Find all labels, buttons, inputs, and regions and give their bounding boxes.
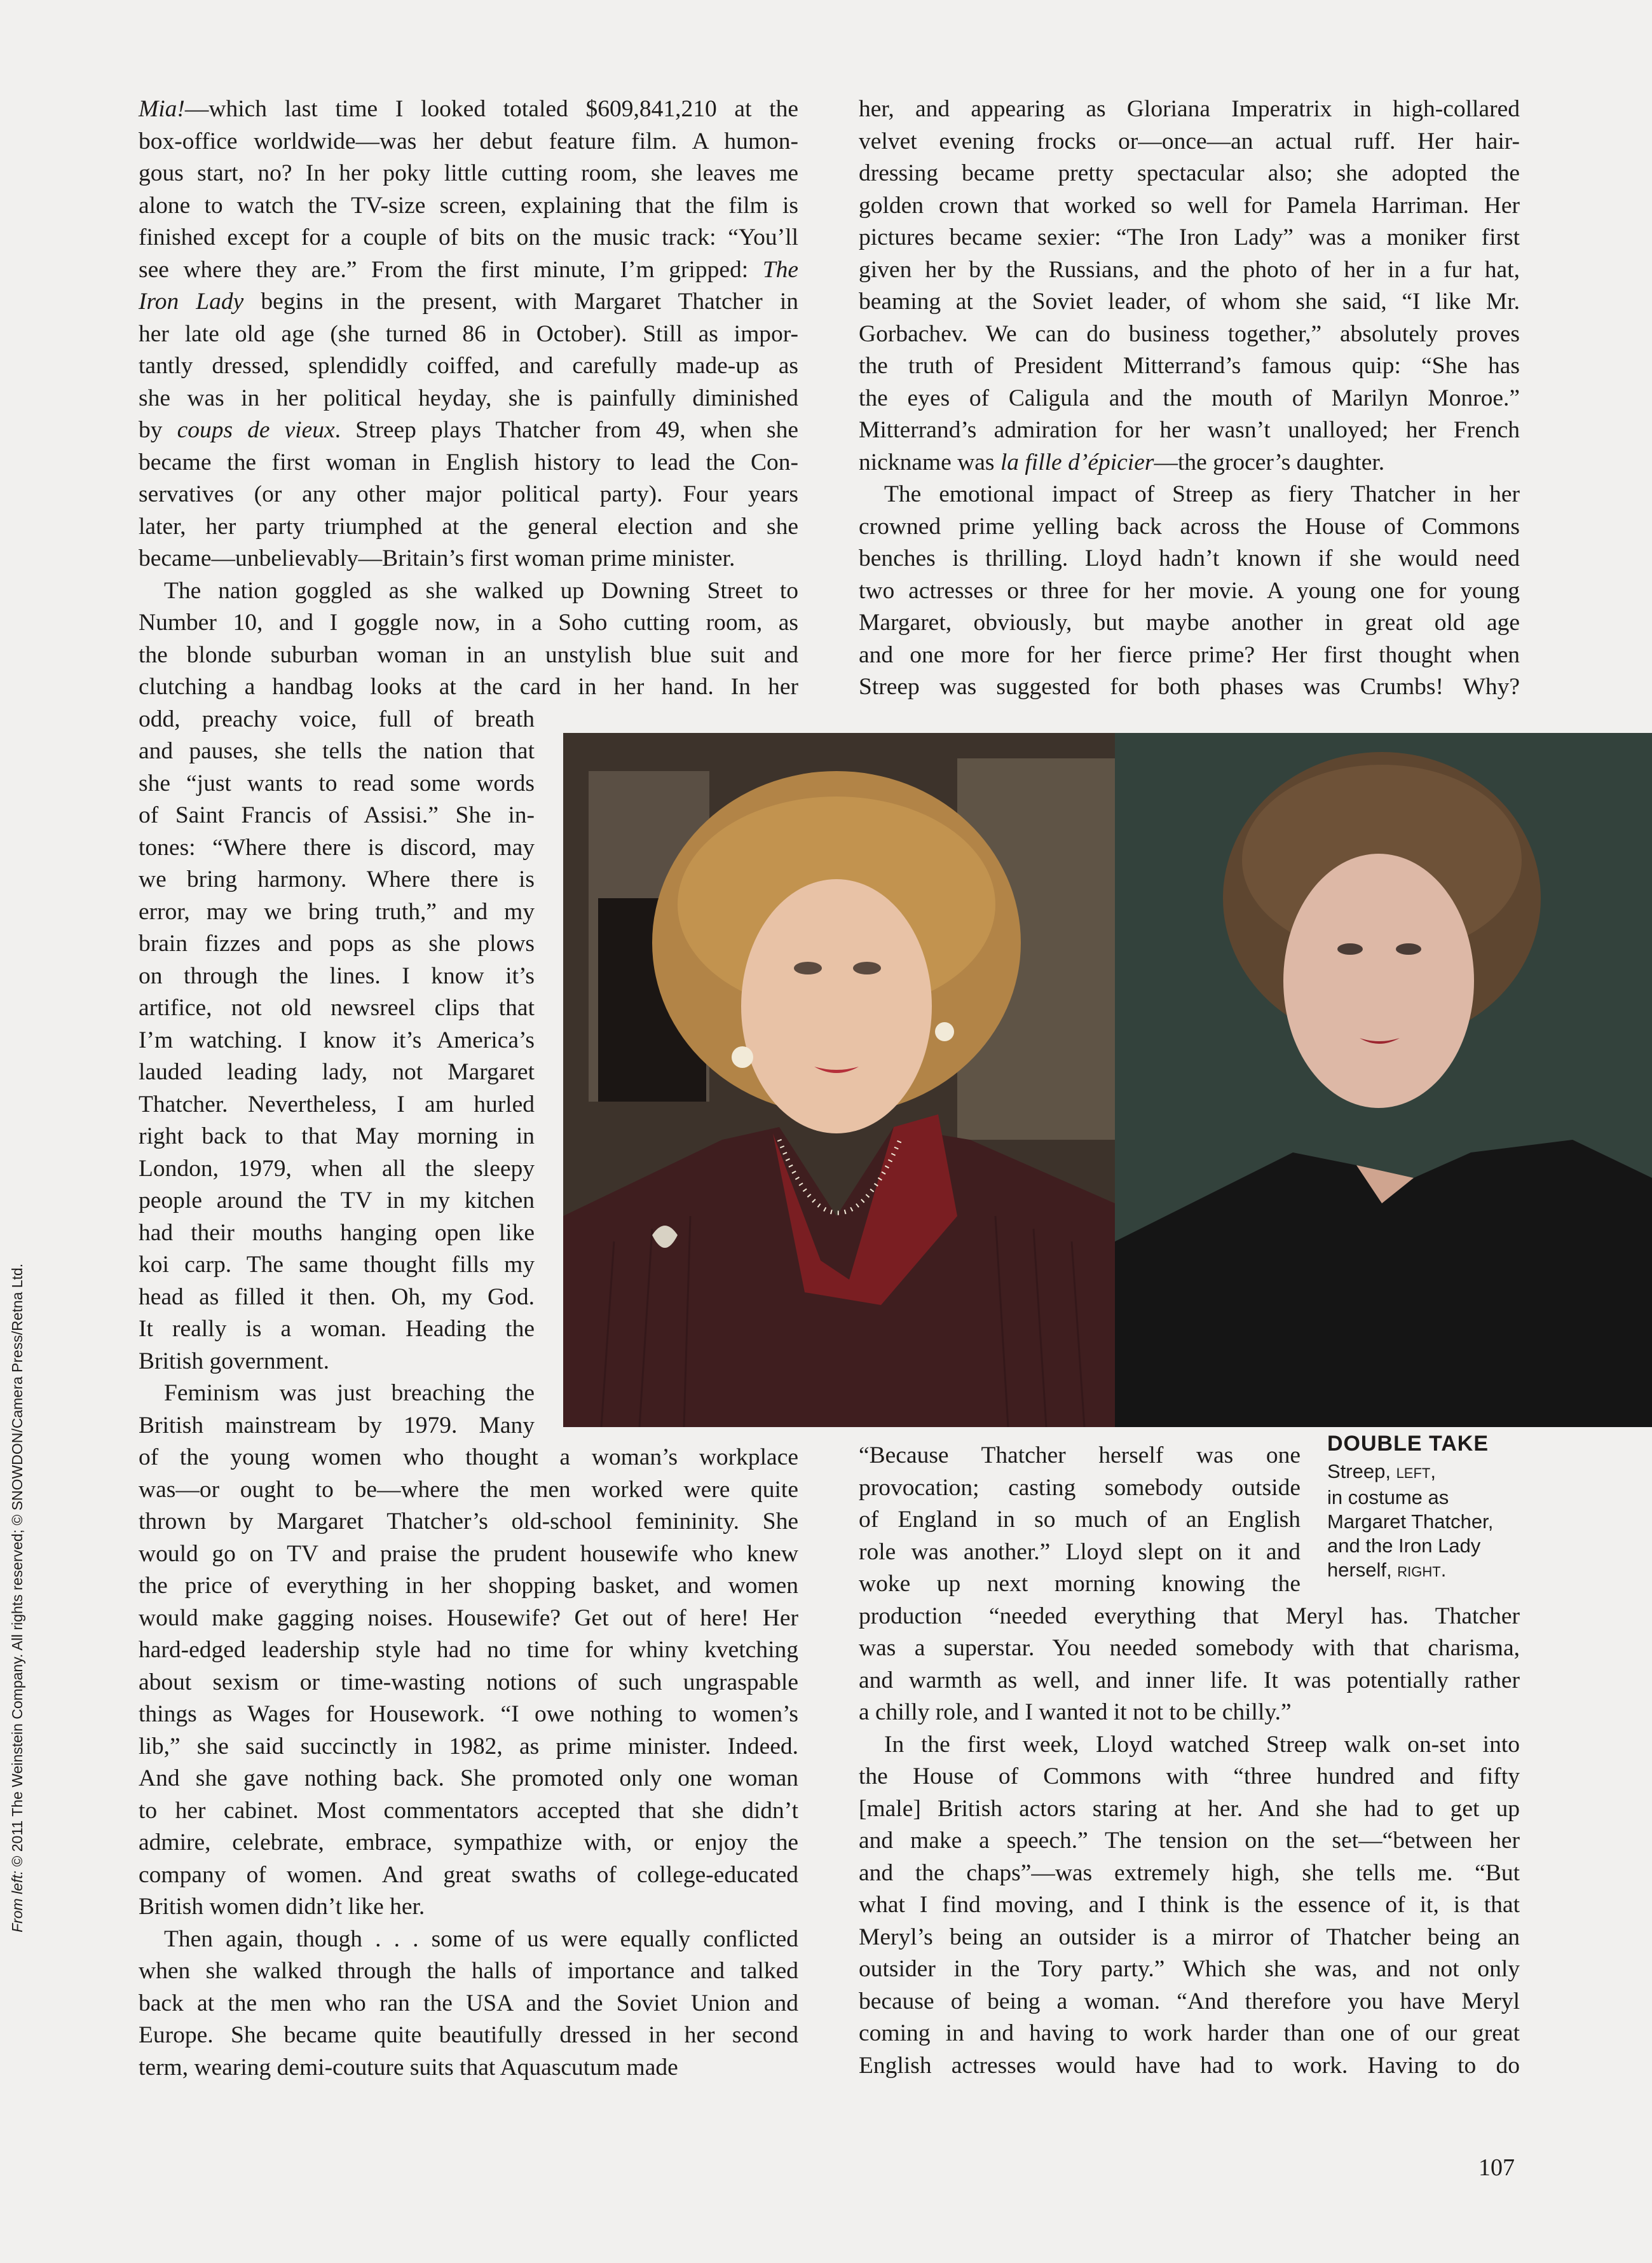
right-column-bottom-line: Meryl’s being an outsider is a mirror of Thatcher being an bbox=[859, 1924, 1520, 1950]
left-column-line: see where they are.” From the first minute, I’m gripped: The bbox=[139, 256, 798, 283]
left-column-line: alone to watch the TV-size screen, explaining that the film is bbox=[139, 192, 798, 219]
photo-streep-as-thatcher bbox=[563, 733, 1115, 1427]
left-column-line: koi carp. The same thought fills my bbox=[139, 1252, 535, 1278]
right-column-bottom-line: role was another.” Lloyd slept on it and bbox=[859, 1538, 1300, 1565]
right-column-top-line: velvet evening frocks or—once—an actual ruff. Her hair- bbox=[859, 128, 1520, 154]
left-column-line: I’m watching. I know it’s America’s bbox=[139, 1027, 535, 1053]
left-column-line: was—or ought to be—where the men worked were quite bbox=[139, 1476, 798, 1503]
left-column-line: hard-edged leadership style had no time for whiny kvetching bbox=[139, 1637, 798, 1663]
right-column-bottom-line: of England in so much of an English bbox=[859, 1507, 1300, 1533]
right-column-bottom-line: production “needed everything that Meryl has. Thatcher bbox=[859, 1603, 1520, 1629]
right-column-bottom-line: and warmth as well, and inner life. It was potentially rather bbox=[859, 1667, 1520, 1693]
right-text-column-top bbox=[859, 93, 1520, 704]
left-column-line: back at the men who ran the USA and the Soviet Union and bbox=[139, 1990, 798, 2016]
right-column-top-line: pictures became sexier: “The Iron Lady” was a moniker first bbox=[859, 224, 1520, 250]
left-column-line: became—unbelievably—Britain’s first woman prime minister. bbox=[139, 545, 735, 571]
left-column-line: we bring harmony. Where there is bbox=[139, 866, 535, 892]
right-column-bottom-line: [male] British actors staring at her. And she had to get up bbox=[859, 1795, 1520, 1822]
streep-portrait-illustration bbox=[563, 733, 1115, 1427]
left-column-line: lib,” she said succinctly in 1982, as prime minister. Indeed. bbox=[139, 1733, 798, 1760]
left-column-line: right back to that May morning in bbox=[139, 1123, 535, 1149]
left-column-line: to her cabinet. Most commentators accepted that she didn’t bbox=[139, 1797, 798, 1824]
right-column-bottom-line: because of being a woman. “And therefore you have Meryl bbox=[859, 1988, 1520, 2014]
left-column-line: gous start, no? In her poky little cutting room, she leaves me bbox=[139, 160, 798, 186]
right-column-top-line: and one more for her fierce prime? Her first thought when bbox=[859, 641, 1520, 668]
right-column-bottom-line: the House of Commons with “three hundred and fifty bbox=[859, 1763, 1520, 1789]
left-column-line: thrown by Margaret Thatcher’s old-school femininity. She bbox=[139, 1508, 798, 1535]
caption-line-2: in costume as bbox=[1327, 1486, 1449, 1508]
right-column-top-line: dressing became pretty spectacular also; she adopted the bbox=[859, 160, 1520, 186]
left-column-line: London, 1979, when all the sleepy bbox=[139, 1155, 535, 1182]
left-column-line: It really is a woman. Heading the bbox=[139, 1316, 535, 1342]
left-column-line: of the young women who thought a woman’s workplace bbox=[139, 1444, 798, 1470]
left-column-line: Iron Lady begins in the present, with Margaret Thatcher in bbox=[139, 289, 798, 315]
left-column-line: artifice, not old newsreel clips that bbox=[139, 995, 535, 1021]
right-column-top-line: Gorbachev. We can do business together,” absolutely proves bbox=[859, 320, 1520, 347]
left-column-line: her late old age (she turned 86 in October). Still as impor- bbox=[139, 320, 798, 347]
right-column-top-line: crowned prime yelling back across the House of Commons bbox=[859, 513, 1520, 540]
right-column-top-line: the eyes of Caligula and the mouth of Marilyn Monroe.” bbox=[859, 385, 1520, 411]
right-column-top-line: Mitterrand’s admiration for her wasn’t unalloyed; her French bbox=[859, 417, 1520, 443]
right-column-bottom-line: woke up next morning knowing the bbox=[859, 1571, 1300, 1597]
left-column-line: admire, celebrate, embrace, sympathize with, or enjoy the bbox=[139, 1829, 798, 1856]
left-column-line: she “just wants to read some words bbox=[139, 770, 535, 796]
left-column-line: box-office worldwide—was her debut feature film. A humon- bbox=[139, 128, 798, 154]
left-column-line: later, her party triumphed at the general election and she bbox=[139, 513, 798, 540]
left-column-line: British women didn’t like her. bbox=[139, 1894, 425, 1920]
left-column-line: when she walked through the halls of importance and talked bbox=[139, 1958, 798, 1984]
left-column-line: brain fizzes and pops as she plows bbox=[139, 931, 535, 957]
right-column-bottom-line: “Because Thatcher herself was one bbox=[859, 1442, 1300, 1468]
right-column-top-line: beaming at the Soviet leader, of whom she said, “I like Mr. bbox=[859, 289, 1520, 315]
left-column-line: Number 10, and I goggle now, in a Soho cutting room, as bbox=[139, 610, 798, 636]
right-column-bottom-line: what I find moving, and I think is the essence of it, is that bbox=[859, 1892, 1520, 1918]
photo-margaret-thatcher bbox=[1115, 733, 1652, 1427]
left-column-line: clutching a handbag looks at the card in her hand. In her bbox=[139, 674, 798, 700]
photo-caption bbox=[1327, 1432, 1607, 1584]
right-column-top-line: golden crown that worked so well for Pamela Harriman. Her bbox=[859, 192, 1520, 219]
right-column-bottom-line: provocation; casting somebody outside bbox=[859, 1474, 1300, 1501]
right-column-bottom-line: English actresses would have had to work. Having to do bbox=[859, 2052, 1520, 2079]
right-column-bottom-line: was a superstar. You needed somebody with that charisma, bbox=[859, 1635, 1520, 1661]
left-column-line: would make gagging noises. Housewife? Get out of here! Her bbox=[139, 1604, 798, 1631]
left-column-line: Thatcher. Nevertheless, I am hurled bbox=[139, 1091, 535, 1118]
right-column-top-line: the truth of President Mitterrand’s famous quip: “She has bbox=[859, 353, 1520, 379]
right-column-top-line: Margaret, obviously, but maybe another in great old age bbox=[859, 610, 1520, 636]
right-column-bottom-line: coming in and having to work harder than one of our great bbox=[859, 2020, 1520, 2046]
left-column-line: tantly dressed, splendidly coiffed, and carefully made-up as bbox=[139, 353, 798, 379]
caption-heading: DOUBLE TAKE bbox=[1327, 1432, 1489, 1456]
left-column-line: Mia!—which last time I looked totaled $609,841,210 at the bbox=[139, 96, 798, 122]
left-column-line: odd, preachy voice, full of breath bbox=[139, 706, 535, 732]
thatcher-portrait-illustration bbox=[1115, 733, 1652, 1427]
right-column-bottom-line: and make a speech.” The tension on the set—“between her bbox=[859, 1828, 1520, 1854]
left-column-line: and pauses, she tells the nation that bbox=[139, 738, 535, 764]
left-column-line: tones: “Where there is discord, may bbox=[139, 834, 535, 861]
caption-line-4: and the Iron Lady bbox=[1327, 1535, 1481, 1557]
left-column-line: became the first woman in English history to lead the Con- bbox=[139, 449, 798, 475]
right-column-top-line: given her by the Russians, and the photo of her in a fur hat, bbox=[859, 256, 1520, 283]
left-column-line: British government. bbox=[139, 1348, 329, 1374]
right-column-top-line: two actresses or three for her movie. A young one for young bbox=[859, 577, 1520, 604]
left-column-line: of Saint Francis of Assisi.” She in- bbox=[139, 802, 535, 828]
left-column-line: the price of everything in her shopping basket, and women bbox=[139, 1573, 798, 1599]
left-column-line: people around the TV in my kitchen bbox=[139, 1187, 535, 1214]
left-column-line: head as filled it then. Oh, my God. bbox=[139, 1283, 535, 1310]
photo-credit: From left: © 2011 The Weinstein Company. All rights reserved; © SNOWDON/Camera Press/Retna Ltd. bbox=[9, 1263, 25, 1932]
left-column-line: finished except for a couple of bits on the music track: “You’ll bbox=[139, 224, 798, 250]
left-column-line: things as Wages for Housework. “I owe nothing to women’s bbox=[139, 1701, 798, 1727]
left-column-line: Feminism was just breaching the bbox=[164, 1380, 535, 1406]
right-column-top-line: The emotional impact of Streep as fiery Thatcher in her bbox=[884, 481, 1520, 507]
right-column-bottom-line: In the first week, Lloyd watched Streep walk on-set into bbox=[884, 1731, 1520, 1758]
left-column-line: term, wearing demi-couture suits that Aquascutum made bbox=[139, 2054, 678, 2081]
caption-line-1: Streep, LEFT, bbox=[1327, 1460, 1436, 1482]
left-column-line: company of women. And great swaths of college-educated bbox=[139, 1861, 798, 1888]
left-column-line: by coups de vieux. Streep plays Thatcher from 49, when she bbox=[139, 417, 798, 443]
right-column-bottom-line: outsider in the Tory party.” Which she was, and not only bbox=[859, 1956, 1520, 1982]
right-column-top-line: benches is thrilling. Lloyd hadn’t known if she would need bbox=[859, 545, 1520, 571]
page-number: 107 bbox=[1478, 2154, 1515, 2181]
right-column-bottom-line: and the chaps”—was extremely high, she tells me. “But bbox=[859, 1859, 1520, 1886]
caption-line-3: Margaret Thatcher, bbox=[1327, 1510, 1494, 1533]
left-column-line: the blonde suburban woman in an unstylish blue suit and bbox=[139, 641, 798, 668]
caption-line-5: herself, RIGHT. bbox=[1327, 1559, 1447, 1581]
left-column-line: The nation goggled as she walked up Downing Street to bbox=[164, 577, 798, 604]
left-column-line: British mainstream by 1979. Many bbox=[139, 1412, 535, 1439]
left-column-line: And she gave nothing back. She promoted only one woman bbox=[139, 1765, 798, 1791]
left-column-line: servatives (or any other major political party). Four years bbox=[139, 481, 798, 507]
left-column-line: on through the lines. I know it’s bbox=[139, 962, 535, 989]
left-column-line: Then again, though . . . some of us were equally conflicted bbox=[164, 1925, 798, 1952]
left-column-line: had their mouths hanging open like bbox=[139, 1219, 535, 1246]
left-column-line: Europe. She became quite beautifully dressed in her second bbox=[139, 2022, 798, 2048]
left-column-line: she was in her political heyday, she is painfully diminished bbox=[139, 385, 798, 411]
right-column-top-line: nickname was la fille d’épicier—the grocer’s daughter. bbox=[859, 449, 1385, 475]
left-column-line: error, may we bring truth,” and my bbox=[139, 898, 535, 925]
right-column-top-line: her, and appearing as Gloriana Imperatrix in high-collared bbox=[859, 96, 1520, 122]
left-column-line: would go on TV and praise the prudent housewife who knew bbox=[139, 1540, 798, 1567]
left-column-line: about sexism or time-wasting notions of such ungraspable bbox=[139, 1669, 798, 1695]
right-column-bottom-line: a chilly role, and I wanted it not to be chilly.” bbox=[859, 1699, 1292, 1725]
left-column-line: lauded leading lady, not Margaret bbox=[139, 1059, 535, 1085]
right-column-top-line: Streep was suggested for both phases was Crumbs! Why? bbox=[859, 674, 1520, 700]
